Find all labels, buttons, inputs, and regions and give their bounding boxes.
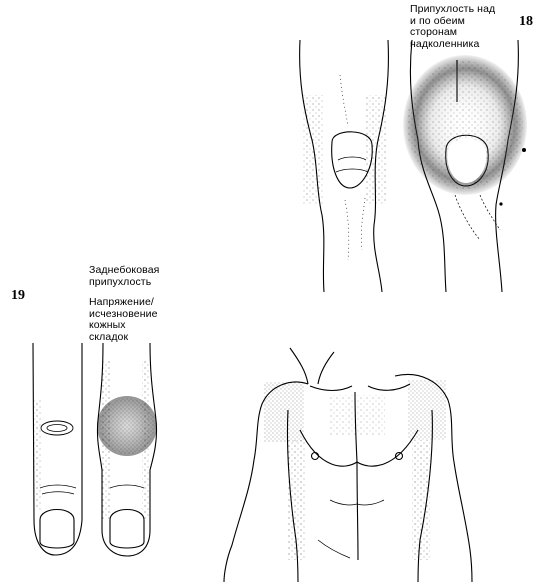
- stray-mark: [522, 148, 526, 152]
- normal-knee-shading: [366, 95, 386, 205]
- swollen-finger-edge-shading: [102, 360, 110, 520]
- torso-shoulder-shading: [408, 380, 446, 440]
- caption-line: надколенника: [410, 37, 480, 50]
- torso-side-shading: [412, 440, 430, 560]
- torso-side-shading: [288, 440, 306, 560]
- torso-chest-shading: [330, 395, 385, 435]
- label-line: Заднебоковая: [89, 264, 160, 276]
- label-line: припухлость: [89, 275, 152, 288]
- normal-knee-shading: [302, 95, 324, 205]
- label-line: складок: [89, 330, 129, 343]
- figure-number-19: 19: [11, 288, 25, 303]
- figure-number-18: 18: [519, 14, 533, 29]
- caption-line: и по обеим: [410, 14, 465, 27]
- torso-shoulder-shading: [264, 382, 304, 442]
- caption-line: Припухлость над: [410, 3, 496, 15]
- normal-finger-shading: [34, 400, 42, 510]
- label-line: Напряжение/: [89, 296, 154, 308]
- label-line: кожных: [89, 319, 126, 331]
- label-line: исчезновение: [89, 307, 158, 320]
- swollen-finger-edge-shading: [142, 360, 150, 520]
- stray-mark: [499, 202, 502, 205]
- caption-line: сторонам: [410, 26, 458, 38]
